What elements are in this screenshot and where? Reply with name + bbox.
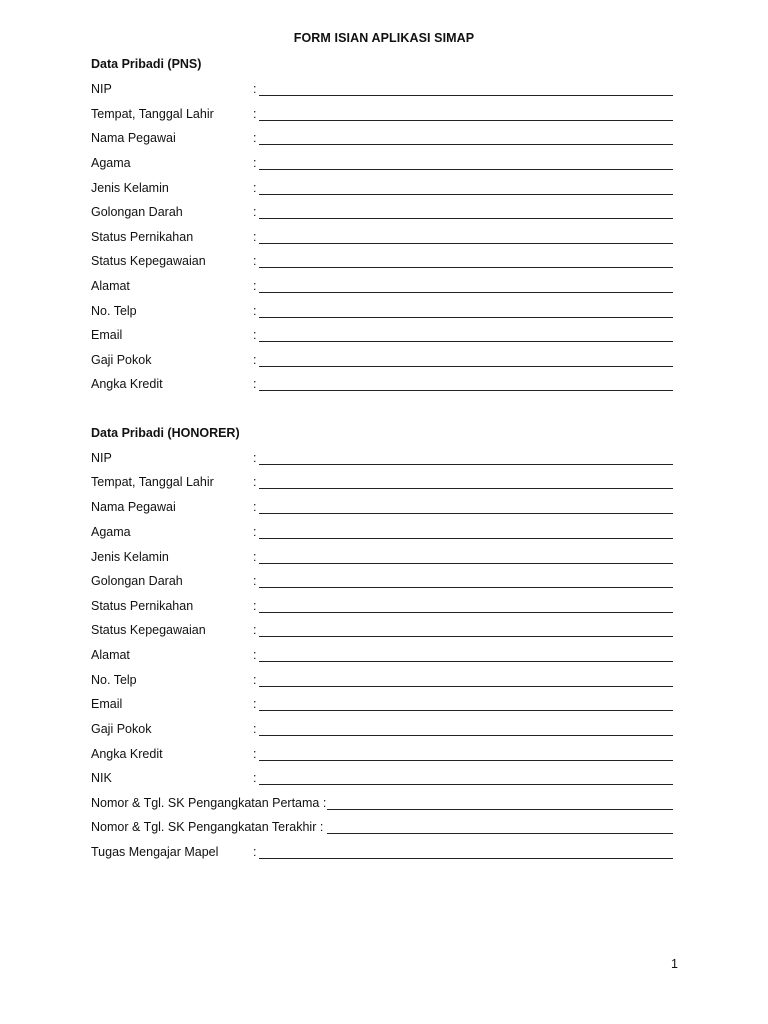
fill-in-line[interactable] (259, 686, 673, 687)
field-label: Status Kepegawaian (91, 623, 206, 637)
field-label: Nomor & Tgl. SK Pengangkatan Terakhir : (91, 820, 324, 834)
form-row-nik (91, 771, 681, 789)
fill-in-line[interactable] (259, 488, 673, 489)
form-row-status-pernikahan (91, 230, 681, 248)
fill-in-line[interactable] (259, 317, 673, 318)
fill-in-line[interactable] (259, 292, 673, 293)
field-colon: : (253, 722, 257, 736)
field-label: Tempat, Tanggal Lahir (91, 107, 214, 121)
field-label: Golongan Darah (91, 574, 183, 588)
form-row-golongan-darah (91, 574, 681, 592)
form-row-email (91, 328, 681, 346)
field-label: Golongan Darah (91, 205, 183, 219)
field-label: Alamat (91, 279, 130, 293)
fill-in-line[interactable] (259, 243, 673, 244)
field-colon: : (253, 377, 257, 391)
form-row-alamat (91, 279, 681, 297)
fill-in-line[interactable] (259, 513, 673, 514)
form-title: FORM ISIAN APLIKASI SIMAP (293, 31, 475, 45)
section-heading-pns: Data Pribadi (PNS) (91, 57, 202, 71)
field-label: Gaji Pokok (91, 353, 152, 367)
field-colon: : (253, 451, 257, 465)
field-colon: : (253, 279, 257, 293)
field-label: Angka Kredit (91, 747, 163, 761)
field-label: Tugas Mengajar Mapel (91, 845, 219, 859)
fill-in-line[interactable] (259, 587, 673, 588)
field-colon: : (253, 623, 257, 637)
field-label: Status Kepegawaian (91, 254, 206, 268)
field-colon: : (253, 82, 257, 96)
fill-in-line[interactable] (259, 366, 673, 367)
fill-in-line[interactable] (259, 784, 673, 785)
fill-in-line[interactable] (259, 760, 673, 761)
field-colon: : (253, 230, 257, 244)
field-colon: : (253, 574, 257, 588)
field-colon: : (253, 181, 257, 195)
fill-in-line[interactable] (259, 194, 673, 195)
form-row-nama-pegawai (91, 500, 681, 518)
fill-in-line[interactable] (259, 612, 673, 613)
field-colon: : (253, 648, 257, 662)
form-row-email (91, 697, 681, 715)
section-heading-honorer: Data Pribadi (HONORER) (91, 426, 240, 440)
form-row-no-telp (91, 304, 681, 322)
field-colon: : (253, 500, 257, 514)
fill-in-line[interactable] (259, 144, 673, 145)
field-label: Gaji Pokok (91, 722, 152, 736)
form-row-agama (91, 525, 681, 543)
form-row-tugas-mengajar-mapel (91, 845, 681, 863)
fill-in-line[interactable] (259, 464, 673, 465)
form-row-angka-kredit (91, 747, 681, 765)
fill-in-line[interactable] (259, 120, 673, 121)
form-row-jenis-kelamin (91, 550, 681, 568)
field-colon: : (253, 550, 257, 564)
fill-in-line[interactable] (259, 710, 673, 711)
field-colon: : (253, 771, 257, 785)
field-label: Alamat (91, 648, 130, 662)
field-label: Angka Kredit (91, 377, 163, 391)
field-colon: : (253, 107, 257, 121)
fill-in-line[interactable] (259, 563, 673, 564)
form-row-angka-kredit (91, 377, 681, 395)
field-colon: : (253, 328, 257, 342)
fill-in-line[interactable] (259, 661, 673, 662)
field-label: Agama (91, 525, 131, 539)
form-row-status-kepegawaian (91, 623, 681, 641)
form-row-sk-pengangkatan-terakhir (91, 820, 681, 838)
form-row-status-kepegawaian (91, 254, 681, 272)
form-row-nip (91, 82, 681, 100)
fill-in-line[interactable] (259, 735, 673, 736)
fill-in-line[interactable] (259, 341, 673, 342)
form-row-jenis-kelamin (91, 181, 681, 199)
field-colon: : (253, 697, 257, 711)
field-colon: : (253, 353, 257, 367)
field-colon: : (253, 747, 257, 761)
fill-in-line[interactable] (259, 169, 673, 170)
form-row-tempat-tanggal-lahir (91, 107, 681, 125)
fill-in-line[interactable] (327, 809, 673, 810)
field-label: Nama Pegawai (91, 131, 176, 145)
form-row-nama-pegawai (91, 131, 681, 149)
field-colon: : (253, 525, 257, 539)
fill-in-line[interactable] (259, 95, 673, 96)
form-row-no-telp (91, 673, 681, 691)
fill-in-line[interactable] (259, 390, 673, 391)
field-label: Email (91, 697, 123, 711)
form-row-golongan-darah (91, 205, 681, 223)
fill-in-line[interactable] (259, 858, 673, 859)
fill-in-line[interactable] (327, 833, 673, 834)
field-colon: : (253, 599, 257, 613)
fill-in-line[interactable] (259, 538, 673, 539)
field-colon: : (253, 254, 257, 268)
field-label: Tempat, Tanggal Lahir (91, 475, 214, 489)
field-colon: : (253, 845, 257, 859)
field-colon: : (253, 205, 257, 219)
field-label: Status Pernikahan (91, 599, 194, 613)
form-row-sk-pengangkatan-pertama (91, 796, 681, 814)
field-colon: : (253, 131, 257, 145)
form-row-gaji-pokok (91, 722, 681, 740)
field-label: No. Telp (91, 673, 137, 687)
field-colon: : (253, 304, 257, 318)
field-colon: : (253, 673, 257, 687)
form-row-alamat (91, 648, 681, 666)
field-colon: : (253, 156, 257, 170)
field-label: No. Telp (91, 304, 137, 318)
form-row-tempat-tanggal-lahir (91, 475, 681, 493)
fill-in-line[interactable] (259, 218, 673, 219)
form-row-agama (91, 156, 681, 174)
field-label: NIP (91, 82, 112, 96)
field-label: Jenis Kelamin (91, 181, 169, 195)
form-row-nip (91, 451, 681, 469)
field-label: Email (91, 328, 123, 342)
field-label: Nama Pegawai (91, 500, 176, 514)
field-label: Agama (91, 156, 131, 170)
field-label: NIK (91, 771, 112, 785)
field-colon: : (253, 475, 257, 489)
field-label: Status Pernikahan (91, 230, 194, 244)
form-row-status-pernikahan (91, 599, 681, 617)
fill-in-line[interactable] (259, 267, 673, 268)
field-label: Nomor & Tgl. SK Pengangkatan Pertama : (91, 796, 327, 810)
form-row-gaji-pokok (91, 353, 681, 371)
fill-in-line[interactable] (259, 636, 673, 637)
page-number: 1 (671, 957, 678, 971)
field-label: NIP (91, 451, 112, 465)
field-label: Jenis Kelamin (91, 550, 169, 564)
